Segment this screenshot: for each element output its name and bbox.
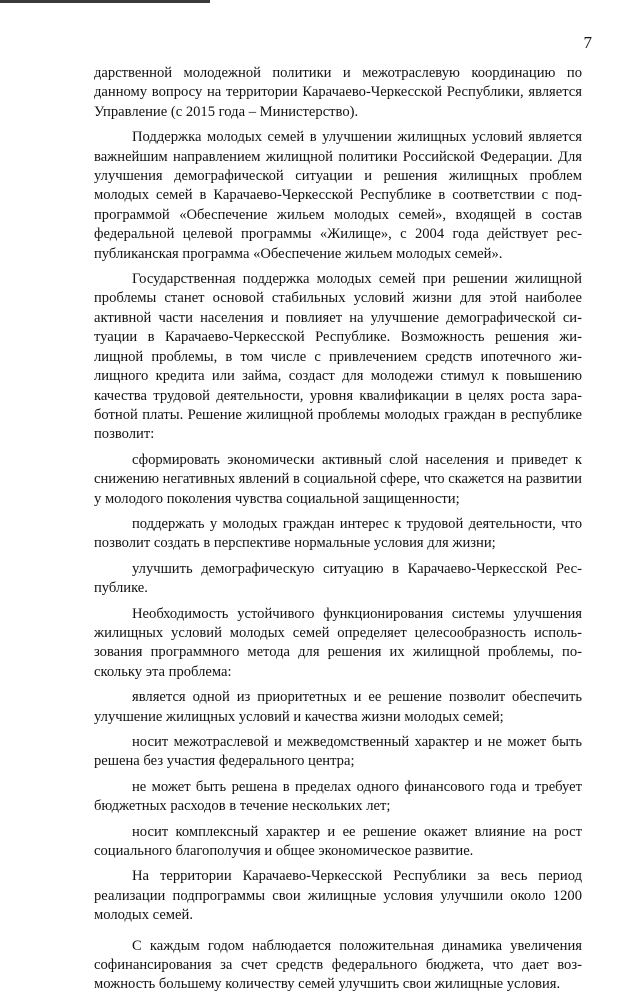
paragraph-continuation: дарственной молодежной политики и межотраслевую координацию по данному вопросу на территории Карачаево-Черкесской Республики, является Управление (с 2015 года – Министерство). xyxy=(94,65,582,120)
paragraph-support-young-families: Поддержка молодых семей в улучшении жилищных условий является важнейшим направлением жилищной политики Российской Федерации. Для улучшения демографической ситуации и решения жилищных проблем молодых семей в Карачаево-Черкесской Республике в соответствии с подпрограммой «Обеспечение жильем молодых семей», входящей в состав федеральной целевой программы «Жилище», с 2004 года действует республиканская программа «Обеспечение жильем молодых семей». xyxy=(94,129,582,262)
list-item-multi-year: не может быть решена в пределах одного финансового года и требует бюджетных расходов в течение нескольких лет; xyxy=(94,778,582,815)
paragraph-cofinancing: С каждым годом наблюдается положительная динамика увеличения софинансирования за счет средств федерального бюджета, что дает возможность большему количеству семей улучшить свои жилищные условия. xyxy=(94,937,582,993)
paragraph-results: На территории Карачаево-Черкесской Республики за весь период реализации подпрограммы свои жилищные условия улучшили около 1200 молодых семей. xyxy=(94,868,582,924)
scan-edge-mark xyxy=(0,0,210,3)
document-body xyxy=(94,64,582,995)
list-item-form-active-layer: сформировать экономически активный слой населения и приведет к снижению негативных явлений в социальной сфере, что скажется на развитии у молодого поколения чувства социальной защищенности; xyxy=(94,451,582,507)
list-item-complex: носит комплексный характер и ее решение окажет влияние на рост социального благополучия и общее экономическое развитие. xyxy=(94,823,582,860)
paragraph-necessity: Необходимость устойчивого функционирования системы улучшения жилищных условий молодых семей определяет целесообразность использования программного метода для решения их жилищной проблемы, поскольку эта проблема: xyxy=(94,605,582,680)
list-item-priority: является одной из приоритетных и ее решение позволит обеспечить улучшение жилищных условий и качества жизни молодых семей; xyxy=(94,689,582,725)
list-item-support-interest: поддержать у молодых граждан интерес к трудовой деятельности, что позволит создать в перспективе нормальные условия для жизни; xyxy=(94,515,582,552)
paragraph-state-support: Государственная поддержка молодых семей при решении жилищной проблемы станет основой стабильных условий жизни для этой наиболее активной части населения и повлияет на улучшение демографической ситуации в Карачаево-Черкесской Республике. Возможность решения жилищной проблемы, в том числе с привлечением средств ипотечного жилищного кредита или займа, создаст для молодежи стимул к повышению качества трудовой деятельности, уровня квалификации в целях роста заработной платы. Решение жилищной проблемы молодых граждан в республике позволит: xyxy=(94,271,582,443)
list-item-improve-demography: улучшить демографическую ситуацию в Карачаево-Черкесской Республике. xyxy=(94,560,582,597)
list-item-intersectoral: носит межотраслевой и межведомственный характер и не может быть решена без участия федерального центра; xyxy=(94,734,582,770)
page-number: 7 xyxy=(583,33,592,52)
